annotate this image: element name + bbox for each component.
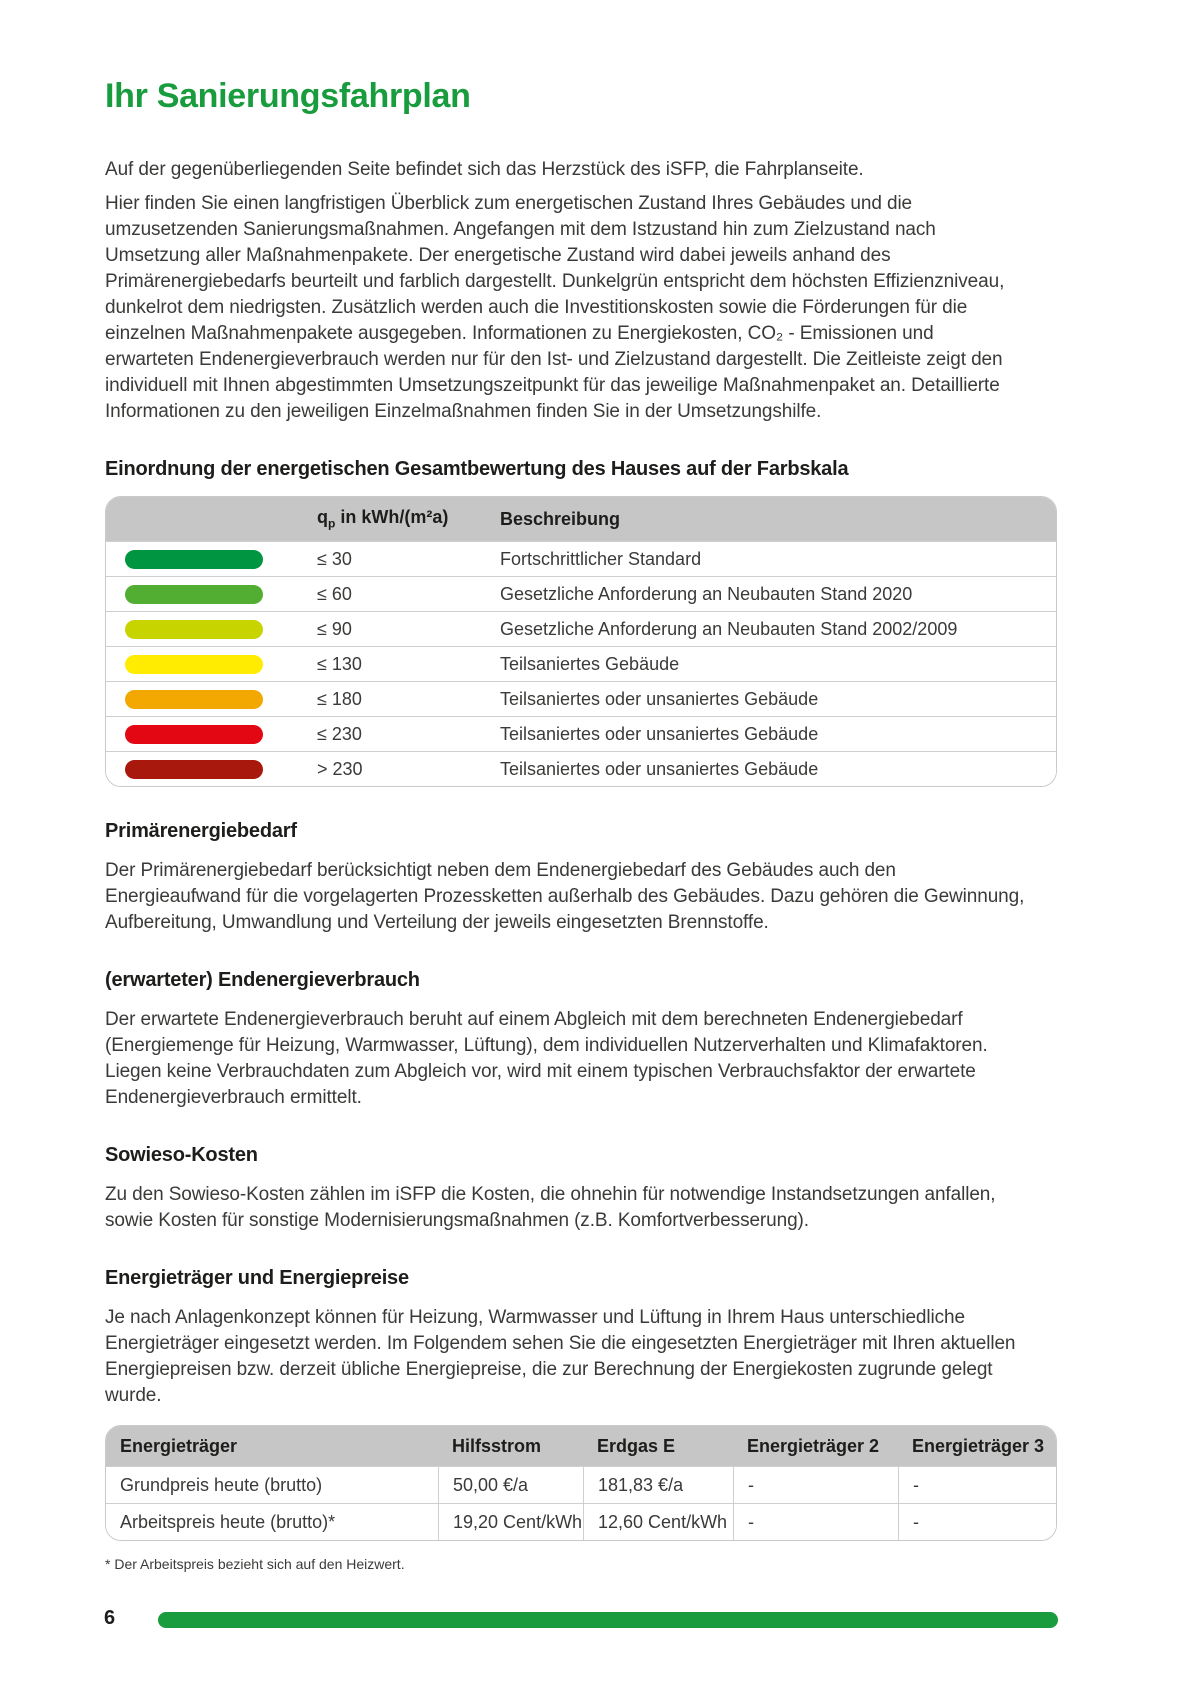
price-cell: - xyxy=(898,1467,1056,1503)
scale-description: Teilsaniertes Gebäude xyxy=(500,653,680,674)
price-cell: - xyxy=(733,1504,898,1540)
color-bar-yellow-green xyxy=(125,620,263,639)
scale-description: Teilsaniertes oder unsaniertes Gebäude xyxy=(500,723,819,744)
price-cell: Grundpreis heute (brutto) xyxy=(120,1474,323,1495)
paragraph-sowieso-kosten: Zu den Sowieso-Kosten zählen im iSFP die Kosten, die ohnehin für notwendige Instandsetzungen anfallen, sowie Kosten für sonstige Modernisierungsmaßnahmen (z.B. Komfortverbesserung). xyxy=(105,1184,996,1231)
price-cell: 12,60 Cent/kWh xyxy=(583,1504,733,1540)
intro-paragraph-1: Auf der gegenüberliegenden Seite befindet sich das Herzstück des iSFP, die Fahrplanseite. xyxy=(105,159,864,180)
scale-description: Gesetzliche Anforderung an Neubauten Stand 2002/2009 xyxy=(500,618,958,639)
heading-farbskala: Einordnung der energetischen Gesamtbewertung des Hauses auf der Farbskala xyxy=(105,458,849,480)
scale-row xyxy=(106,681,1056,716)
price-cell: - xyxy=(733,1467,898,1503)
qp-symbol: q xyxy=(317,507,328,528)
price-cell: - xyxy=(898,1504,1056,1540)
scale-row xyxy=(106,646,1056,681)
scale-description: Teilsaniertes oder unsaniertes Gebäude xyxy=(500,758,819,779)
price-table-footnote: * Der Arbeitspreis bezieht sich auf den Heizwert. xyxy=(105,1556,405,1572)
scale-row xyxy=(106,541,1056,576)
color-scale-header-qp xyxy=(317,507,500,531)
scale-description: Teilsaniertes oder unsaniertes Gebäude xyxy=(500,688,819,709)
scale-value: ≤ 180 xyxy=(317,688,362,709)
color-scale-header-description: Beschreibung xyxy=(500,508,621,529)
intro-paragraph-2: Hier finden Sie einen langfristigen Überblick zum energetischen Zustand Ihres Gebäudes und die umzusetzenden Sanierungsmaßnahmen. Angefangen mit dem Istzustand hin zum Zielzustand nach Umsetzung aller Maßnahmenpakete. Der energetische Zustand wird dabei jeweils anhand des Primärenergiebedarfs beurteilt und farblich dargestellt. Dunkelgrün entspricht dem höchsten Effizienzniveau, dunkelrot dem niedrigsten. Zusätzlich werden auch die Investitionskosten sowie die Förderungen für die einzelnen Maßnahmenpakete ausgegeben. Informationen zu Energiekosten, CO₂ - Emissionen und erwarteten Endenergieverbrauch werden nur für den Ist- und Zielzustand dargestellt. Die Zeitleiste zeigt den individuell mit Ihnen abgestimmten Umsetzungszeitpunkt für das jeweilige Maßnahmenpaket an. Detaillierte Informationen zu den jeweiligen Einzelmaßnahmen finden Sie in der Umsetzungshilfe. xyxy=(105,193,1005,422)
price-header-energietraeger: Energieträger xyxy=(120,1435,238,1456)
scale-row xyxy=(106,576,1056,611)
scale-value: ≤ 60 xyxy=(317,583,352,604)
paragraph-energietraeger: Je nach Anlagenkonzept können für Heizung, Warmwasser und Lüftung in Ihrem Haus unterschiedliche Energieträger eingesetzt werden. Im Folgendem sehen Sie die eingesetzten Energieträger mit Ihren aktuellen Energiepreisen bzw. derzeit übliche Energiepreise, die zur Berechnung der Energiekosten zugrunde gelegt wurde. xyxy=(105,1307,1016,1406)
color-bar-orange xyxy=(125,690,263,709)
footer-green-bar xyxy=(158,1612,1058,1628)
color-scale-header-row xyxy=(106,497,1056,541)
paragraph-endenergieverbrauch: Der erwartete Endenergieverbrauch beruht auf einem Abgleich mit dem berechneten Endenergiebedarf (Energiemenge für Heizung, Warmwasser, Lüftung), dem individuellen Nutzerverhalten und Klimafaktoren. Liegen keine Verbrauchdaten zum Abgleich vor, wird mit einem typischen Verbrauchsfaktor der erwartete Endenergieverbrauch ermittelt. xyxy=(105,1009,988,1108)
heading-energietraeger: Energieträger und Energiepreise xyxy=(105,1267,409,1289)
scale-value: > 230 xyxy=(317,758,363,779)
color-bar-green xyxy=(125,585,263,604)
page-number: 6 xyxy=(104,1607,116,1629)
price-row-arbeitspreis xyxy=(106,1503,1056,1540)
price-cell: 19,20 Cent/kWh xyxy=(438,1504,583,1540)
color-bar-yellow xyxy=(125,655,263,674)
price-header-erdgas: Erdgas E xyxy=(597,1435,676,1456)
scale-row xyxy=(106,716,1056,751)
price-cell: Arbeitspreis heute (brutto)* xyxy=(120,1511,336,1532)
color-bar-red xyxy=(125,725,263,744)
scale-value: ≤ 230 xyxy=(317,723,362,744)
qp-unit: in kWh/(m²a) xyxy=(335,507,449,528)
price-header-hilfsstrom: Hilfsstrom xyxy=(452,1435,542,1456)
heading-primaerenergiebedarf: Primärenergiebedarf xyxy=(105,820,297,842)
scale-value: ≤ 90 xyxy=(317,618,352,639)
color-scale-table xyxy=(105,496,1057,787)
price-cell: 181,83 €/a xyxy=(583,1467,733,1503)
scale-value: ≤ 130 xyxy=(317,653,362,674)
price-header-energietraeger-3: Energieträger 3 xyxy=(912,1435,1045,1456)
page-title: Ihr Sanierungsfahrplan xyxy=(105,77,471,115)
heading-sowieso-kosten: Sowieso-Kosten xyxy=(105,1144,258,1166)
scale-description: Fortschrittlicher Standard xyxy=(500,548,702,569)
price-row-grundpreis xyxy=(106,1466,1056,1503)
page-footer xyxy=(0,1605,1201,1635)
color-bar-dark-green xyxy=(125,550,263,569)
paragraph-primaerenergiebedarf: Der Primärenergiebedarf berücksichtigt neben dem Endenergiebedarf des Gebäudes auch den Energieaufwand für die vorgelagerten Prozessketten außerhalb des Gebäudes. Dazu gehören die Gewinnung, Aufbereitung, Umwandlung und Verteilung der jeweils eingesetzten Brennstoffe. xyxy=(105,860,1025,933)
price-header-energietraeger-2: Energieträger 2 xyxy=(747,1435,880,1456)
energy-price-table xyxy=(105,1425,1057,1541)
color-bar-dark-red xyxy=(125,760,263,779)
scale-description: Gesetzliche Anforderung an Neubauten Stand 2020 xyxy=(500,583,913,604)
price-cell: 50,00 €/a xyxy=(438,1467,583,1503)
energy-price-header-row xyxy=(106,1426,1056,1466)
qp-subscript: p xyxy=(328,516,336,531)
scale-value: ≤ 30 xyxy=(317,548,352,569)
scale-row xyxy=(106,751,1056,786)
heading-endenergieverbrauch: (erwarteter) Endenergieverbrauch xyxy=(105,969,420,991)
scale-row xyxy=(106,611,1056,646)
